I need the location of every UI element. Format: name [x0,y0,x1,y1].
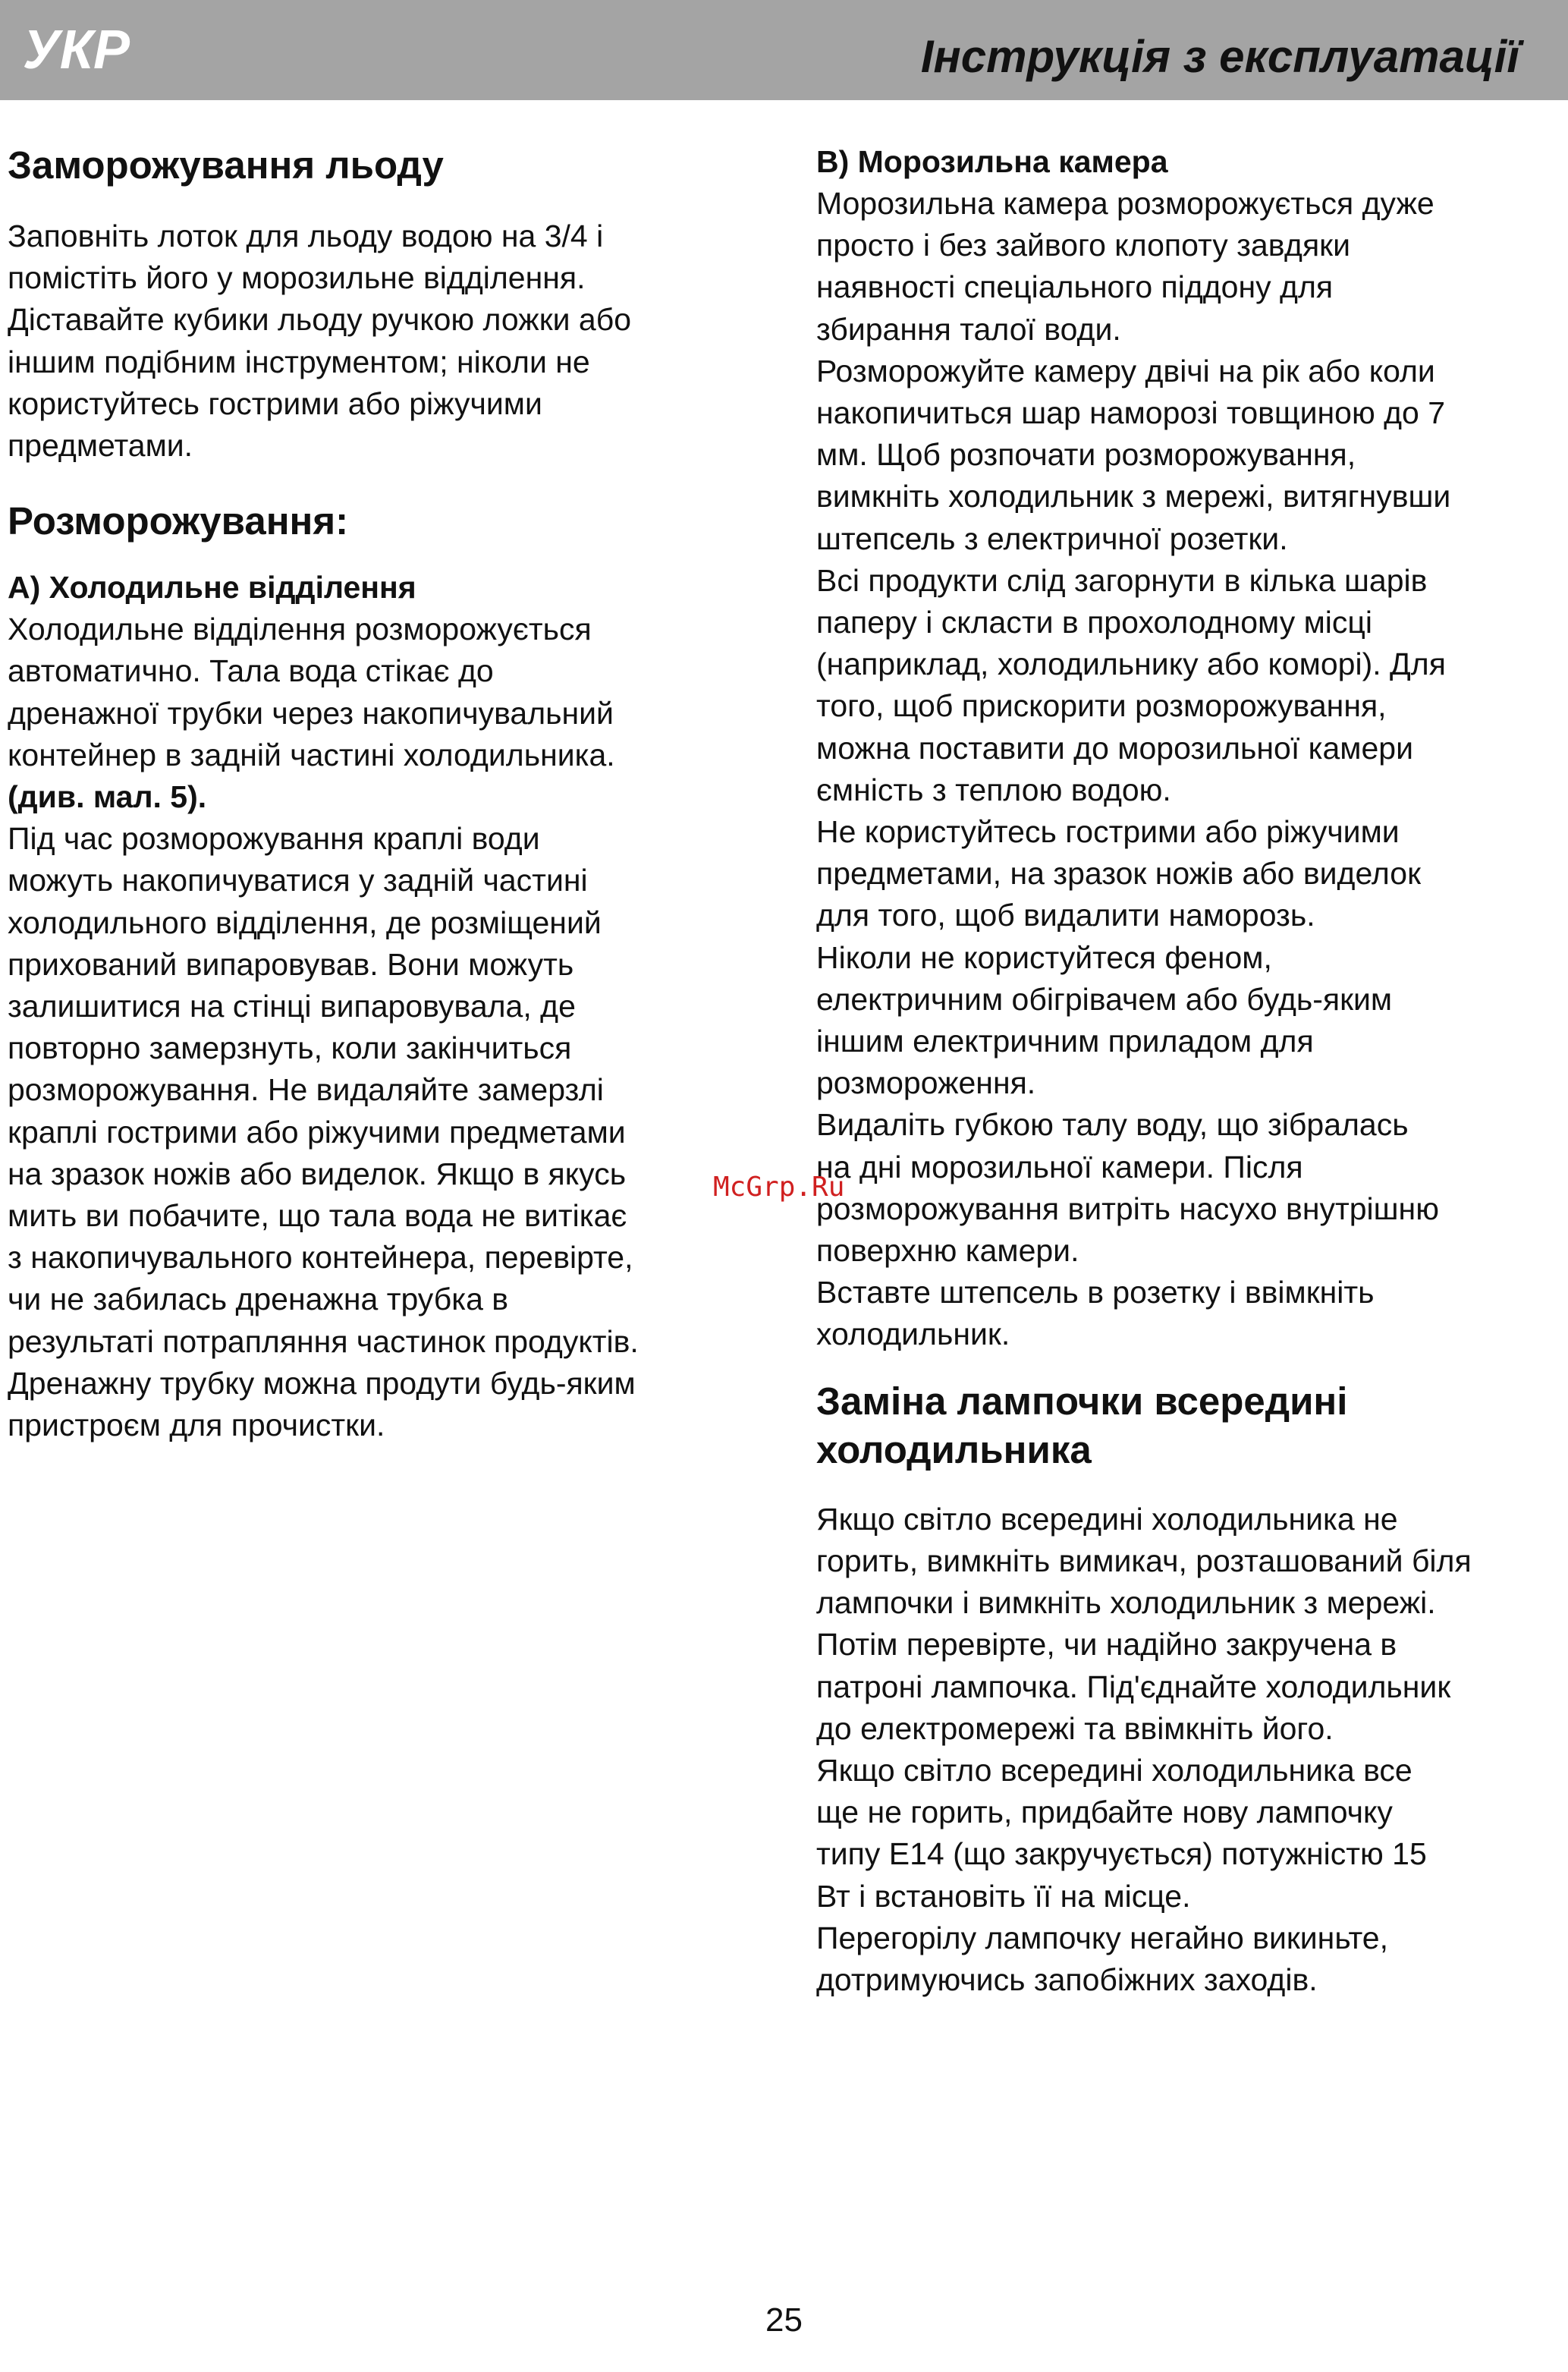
text-line: іншим подібним інструментом; ніколи не [8,344,590,379]
text-line: горить, вимкніть вимикач, розташований біля [816,1543,1472,1578]
text-line: мм. Щоб розпочати розморожування, [816,437,1356,473]
text-line: повторно замерзнуть, коли закінчиться [8,1030,572,1066]
text-line: Якщо світло всередині холодильника все [816,1752,1412,1788]
text-line: того, щоб прискорити розморожування, [816,688,1387,724]
text-line: з накопичувального контейнера, перевірте, [8,1240,633,1276]
text-line: розмороження. [816,1065,1036,1101]
fridge-subheading: А) Холодильне відділення [8,570,416,606]
lamp-heading: Заміна лампочки всередині [816,1379,1348,1423]
text-line: лампочки і вимкніть холодильник з мережі. [816,1585,1436,1621]
text-line: мить ви побачите, що тала вода не витікає [8,1198,627,1234]
text-line: на дні морозильної камери. Після [816,1149,1303,1184]
text-line: іншим електричним приладом для [816,1024,1314,1059]
text-line: накопичиться шар наморозі товщиною до 7 [816,395,1446,431]
figure-reference: (див. мал. 5). [8,779,207,815]
lamp-paragraph [816,1499,1563,2001]
text-line: помістіть його у морозильне відділення. [8,260,586,296]
text-line: пристроєм для прочистки. [8,1408,385,1443]
text-line: штепсель з електричної розетки. [816,521,1288,556]
text-line: Якщо світло всередині холодильника не [816,1501,1398,1537]
text-line: Дренажну трубку можна продути будь-яким [8,1365,636,1401]
text-line: на зразок ножів або виделок. Якщо в якусь [8,1156,627,1191]
text-line: Всі продукти слід загорнути в кілька шарів [816,562,1428,598]
text-line: типу Е14 (що закручується) потужністю 15 [816,1836,1427,1872]
text-line: холодильник. [816,1317,1010,1352]
watermark: McGrp.Ru [713,1172,845,1203]
right-column [816,137,1563,2001]
text-line: збирання талої води. [816,311,1121,347]
text-line: Потім перевірте, чи надійно закручена в [816,1627,1397,1663]
text-line: краплі гострими або ріжучими предметами [8,1114,626,1150]
text-line: дотримуючись запобіжних заходів. [816,1961,1318,1997]
text-line: вимкніть холодильник з мережі, витягнувши [816,479,1451,514]
text-line: Перегорілу лампочку негайно викиньте, [816,1920,1388,1955]
text-line: патроні лампочка. Під'єднайте холодильник [816,1669,1451,1704]
text-line: Розморожуйте камеру двічі на рік або коли [816,353,1435,389]
text-line: холодильного відділення, де розміщений [8,904,602,940]
text-line: прихований випаровував. Вони можуть [8,946,574,982]
page-number: 25 [765,2301,803,2339]
text-line: поверхню камери. [816,1233,1079,1269]
text-line: електричним обігрівачем або будь-яким [816,981,1393,1017]
text-line: предметами. [8,428,193,464]
text-line: наявності спеціального піддону для [816,269,1334,305]
text-line: просто і без зайвого клопоту завдяки [816,228,1351,263]
text-line: предметами, на зразок ножів або виделок [816,856,1422,892]
text-line: ємність з теплою водою. [816,772,1171,807]
text-line: Вт і встановіть її на місце. [816,1878,1191,1914]
text-line: Видаліть губкою талу воду, що зібралась [816,1107,1409,1143]
fridge-paragraph [8,609,766,1446]
header-bar [0,0,1568,100]
text-line: залишитися на стінці випаровувала, де [8,989,576,1024]
text-line: розморожування витріть насухо внутрішню [816,1191,1439,1226]
text-line: Заповніть лоток для льоду водою на 3/4 і [8,219,604,253]
text-line: Холодильне відділення розморожується [8,612,592,647]
text-line: Не користуйтесь гострими або ріжучими [816,814,1400,850]
text-line: Ніколи не користуйтеся феном, [816,939,1272,975]
language-label: УКР [23,20,130,80]
text-line: до електромережі та ввімкніть його. [816,1710,1334,1746]
lamp-heading-line-2: холодильника [816,1427,1092,1471]
text-line: для того, щоб видалити наморозь. [816,898,1315,933]
text-line: ще не горить, придбайте нову лампочку [816,1795,1393,1830]
text-line: розморожування. Не видаляйте замерзлі [8,1072,604,1108]
text-line: Вставте штепсель в розетку і ввімкніть [816,1275,1375,1310]
text-line: Під час розморожування краплі води [8,821,540,857]
ice-heading: Заморожування льоду [8,143,444,187]
left-column [8,137,766,1446]
ice-paragraph [8,215,766,467]
text-line: можуть накопичуватися у задній частині [8,863,588,898]
defrost-heading: Розморожування: [8,499,349,543]
freezer-paragraph [816,183,1563,1356]
text-line: контейнер в задній частині холодильника. [8,737,615,772]
text-line: паперу і скласти в прохолодному місці [816,605,1372,640]
text-line: можна поставити до морозильної камери [816,730,1413,766]
freezer-subheading: В) Морозильна камера [816,144,1168,179]
text-line: Морозильна камера розморожується дуже [816,186,1434,221]
text-line: користуйтесь гострими або ріжучими [8,385,542,421]
document-title: Інструкція з експлуатації [920,31,1519,82]
text-line: автоматично. Тала вода стікає до [8,653,494,689]
text-line: чи не забилась дренажна трубка в [8,1282,509,1317]
text-line: дренажної трубки через накопичувальний [8,695,614,731]
text-line: Діставайте кубики льоду ручкою ложки або [8,302,632,338]
text-line: (наприклад, холодильнику або коморі). Для [816,646,1446,682]
text-line: результаті потрапляння частинок продуктів. [8,1323,639,1359]
